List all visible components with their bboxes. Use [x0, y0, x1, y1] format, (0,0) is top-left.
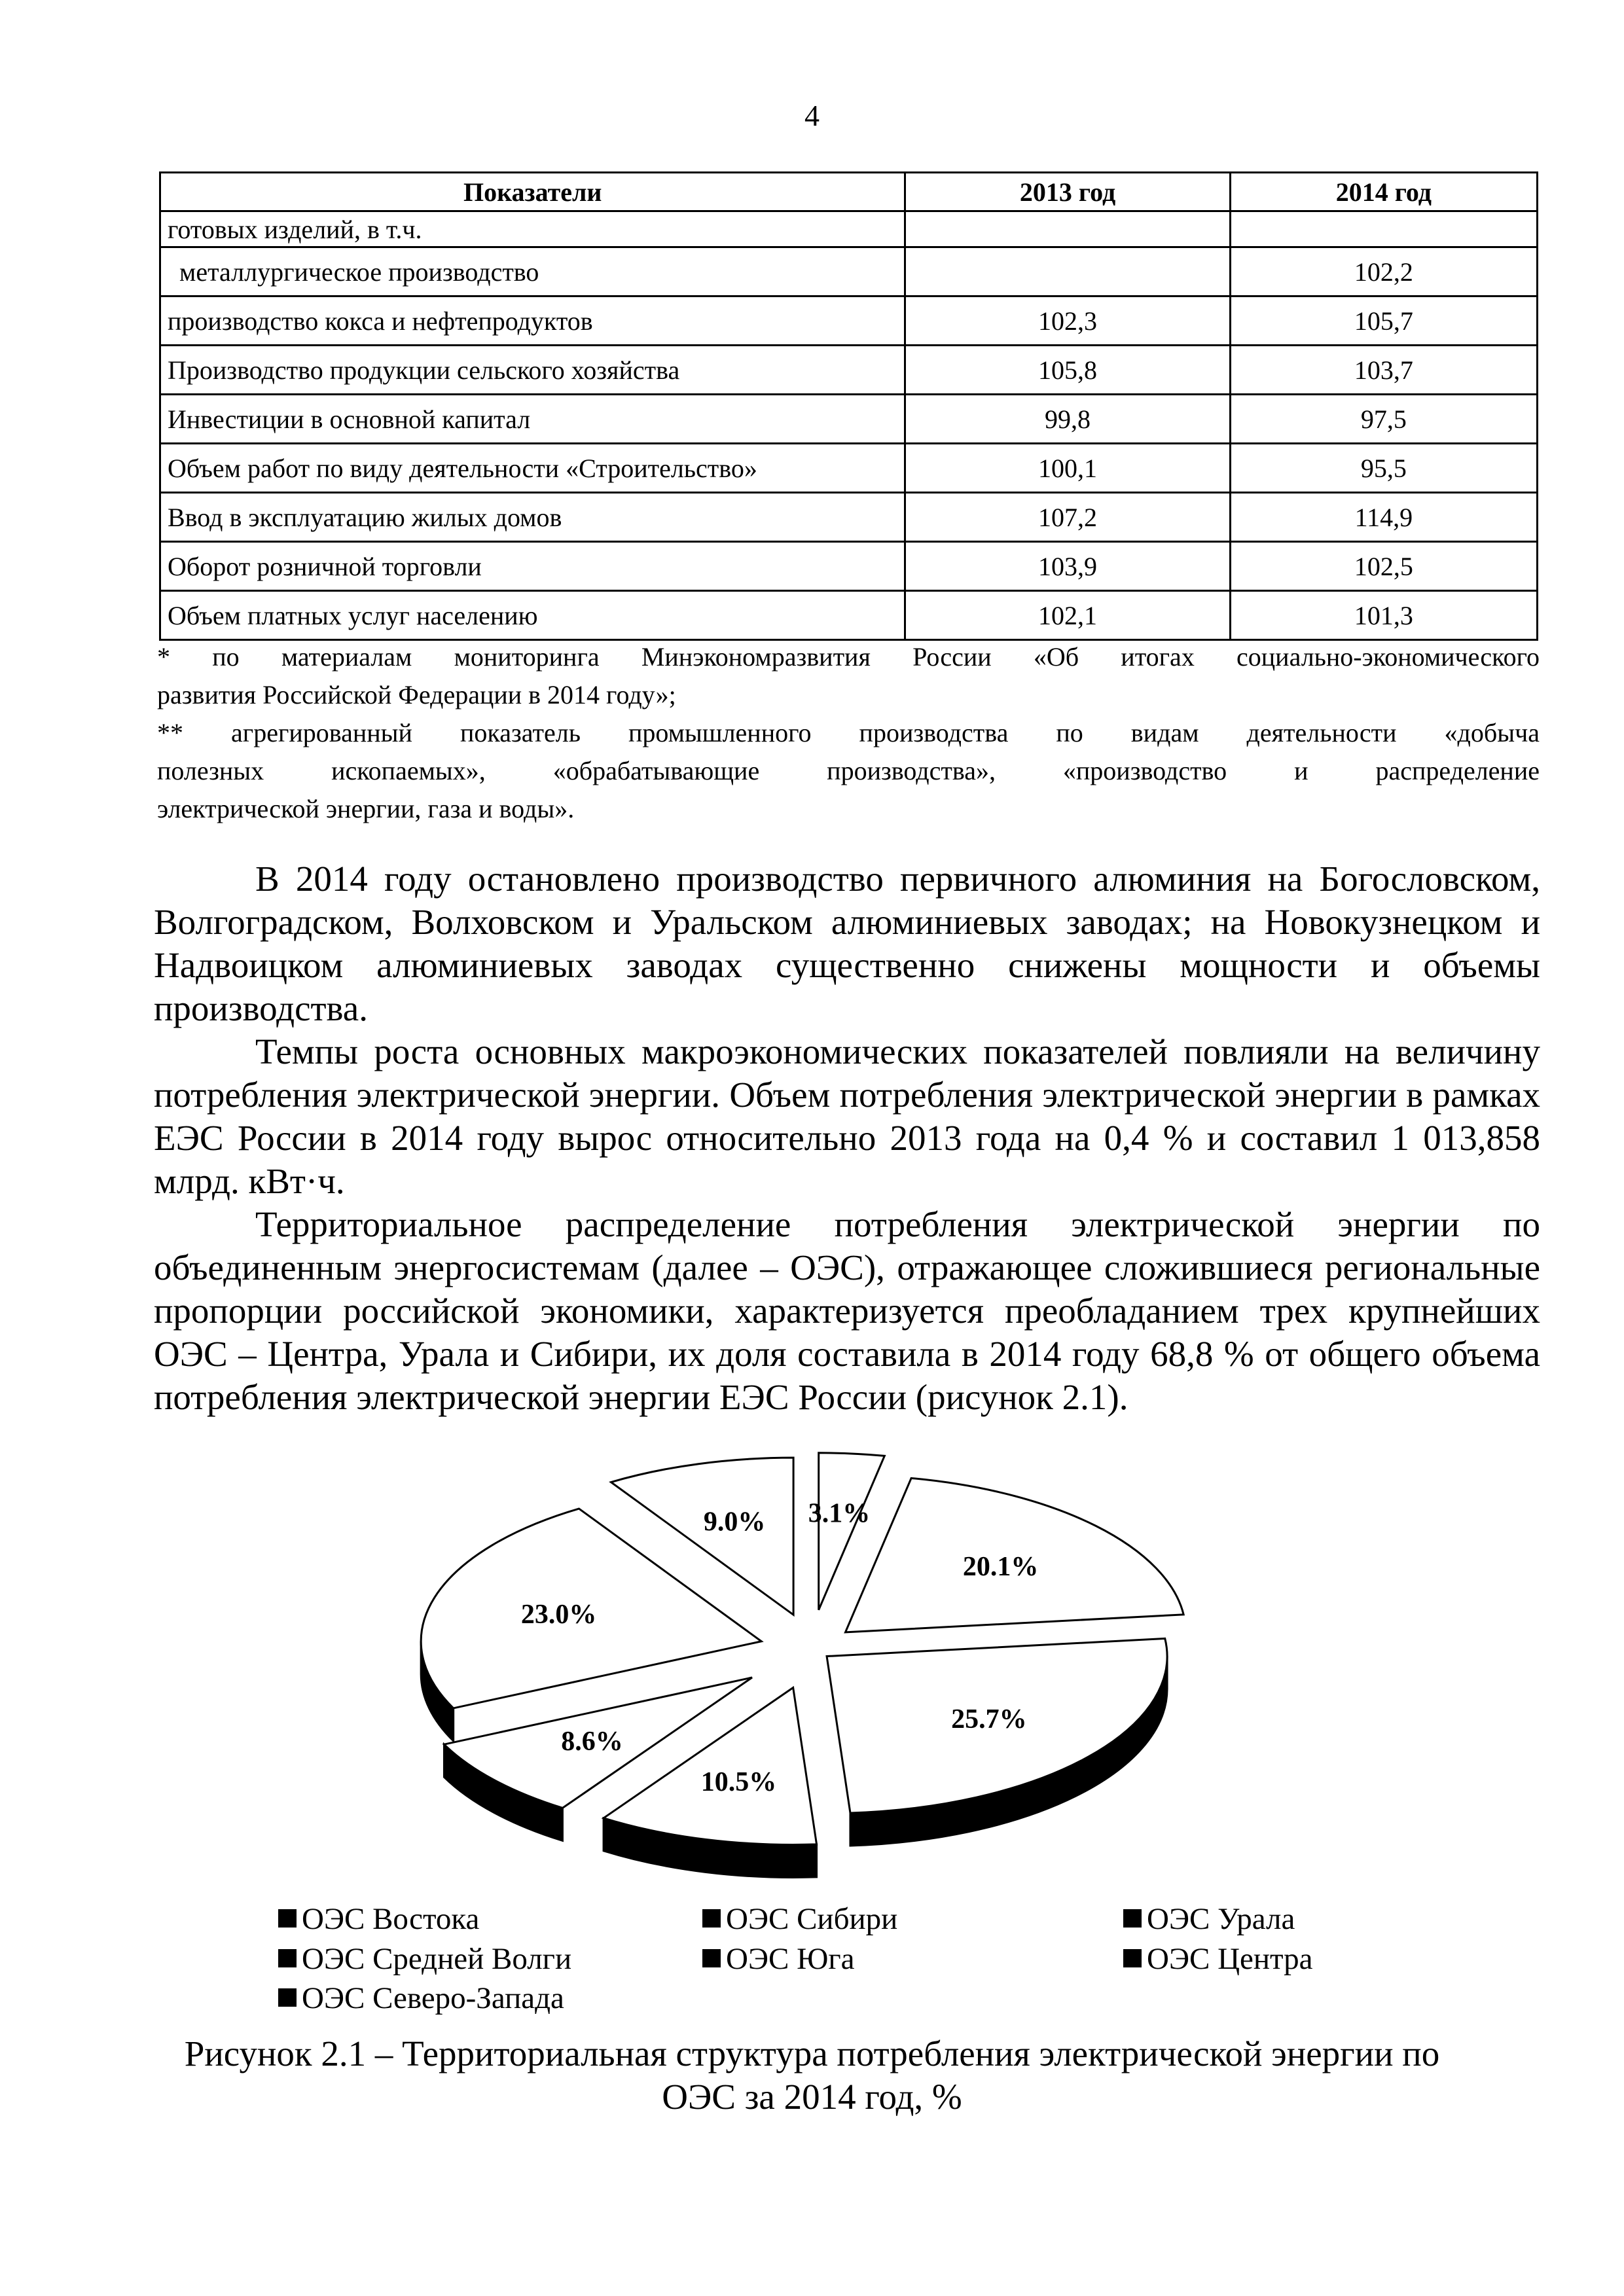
header-indicators: Показатели	[160, 173, 905, 211]
value-2013: 107,2	[905, 493, 1230, 542]
value-2014: 105,7	[1230, 296, 1537, 346]
note-1-line-2: развития Российской Федерации в 2014 году»;	[157, 680, 676, 709]
row-label: Объем работ по виду деятельности «Строительство»	[160, 444, 905, 493]
value-2013: 100,1	[905, 444, 1230, 493]
value-2013: 105,8	[905, 346, 1230, 395]
legend-item: ОЭС Центра	[1123, 1941, 1313, 1977]
paragraph: В 2014 году остановлено производство первичного алюминия на Богословском, Волгоградском, Волховском и Уральском алюминиевых заводах; на Новокузнецком и Надвоицком алюминиевых заводах существенно снижены мощности и объемы производства.	[154, 859, 1540, 1028]
value-2014: 97,5	[1230, 395, 1537, 444]
row-label: готовых изделий, в т.ч.	[160, 211, 905, 247]
data-label: 10.5%	[700, 1767, 777, 1798]
legend-swatch	[1123, 1909, 1142, 1928]
note-2-line-1: ** агрегированный показатель промышленного производства по видам деятельности «добыча	[157, 718, 1540, 747]
legend-swatch	[702, 1909, 721, 1928]
value-2013: 102,3	[905, 296, 1230, 346]
paragraph: Темпы роста основных макроэкономических показателей повлияли на величину потребления электрической энергии. Объем потребления электрической энергии в рамках ЕЭС России в 2014 году вырос относительно 2013 года на 0,4 % и составил 1 013,858 млрд. кВт·ч.	[154, 1031, 1540, 1201]
legend-swatch	[278, 1949, 297, 1967]
header-2014: 2014 год	[1230, 173, 1537, 211]
value-2014: 114,9	[1230, 493, 1537, 542]
row-label: Производство продукции сельского хозяйства	[160, 346, 905, 395]
legend-item: ОЭС Средней Волги	[278, 1941, 571, 1977]
legend-swatch	[278, 1988, 297, 2007]
data-label: 9.0%	[703, 1507, 766, 1537]
header-2013: 2013 год	[905, 173, 1230, 211]
legend-swatch	[702, 1949, 721, 1967]
value-2014: 102,2	[1230, 247, 1537, 296]
row-label: Инвестиции в основной капитал	[160, 395, 905, 444]
value-2014: 102,5	[1230, 542, 1537, 591]
caption-line-1: Рисунок 2.1 – Территориальная структура потребления электрической энергии по	[184, 2034, 1440, 2073]
data-label: 23.0%	[520, 1600, 597, 1630]
value-2013: 103,9	[905, 542, 1230, 591]
caption-line-2: ОЭС за 2014 год, %	[662, 2077, 962, 2117]
value-2014: 101,3	[1230, 591, 1537, 640]
data-label: 8.6%	[561, 1727, 623, 1757]
legend-item: ОЭС Урала	[1123, 1901, 1295, 1937]
legend-item: ОЭС Юга	[702, 1941, 855, 1977]
value-2013: 99,8	[905, 395, 1230, 444]
data-label: 3.1%	[808, 1498, 871, 1529]
value-2014: 95,5	[1230, 444, 1537, 493]
row-label: Оборот розничной торговли	[160, 542, 905, 591]
row-label: металлургическое производство	[160, 247, 905, 296]
figure-caption	[0, 2032, 1624, 2119]
data-label: 20.1%	[962, 1552, 1039, 1583]
legend-swatch	[278, 1909, 297, 1928]
row-label: Объем платных услуг населению	[160, 591, 905, 640]
page-number: 4	[804, 99, 820, 132]
legend-item: ОЭС Северо-Запада	[278, 1981, 564, 2016]
value-2014: 103,7	[1230, 346, 1537, 395]
value-2013: 102,1	[905, 591, 1230, 640]
paragraph: Территориальное распределение потребления электрической энергии по объединенным энергосистемам (далее – ОЭС), отражающее сложившиеся региональные пропорции российской экономики, характеризуется преобладанием трех крупнейших ОЭС – Центра, Урала и Сибири, их доля составила в 2014 году 68,8 % от общего объема потребления электрической энергии ЕЭС России (рисунок 2.1).	[154, 1204, 1540, 1417]
legend-item: ОЭС Востока	[278, 1901, 479, 1937]
row-label: Ввод в эксплуатацию жилых домов	[160, 493, 905, 542]
note-2-line-2: полезных ископаемых», «обрабатывающие производства», «производство и распределение	[157, 756, 1540, 785]
note-2-line-3: электрической энергии, газа и воды».	[157, 794, 575, 823]
note-1-line-1: * по материалам мониторинга Минэкономразвития России «Об итогах социально-экономического	[157, 642, 1540, 672]
data-label: 25.7%	[951, 1704, 1027, 1734]
row-label: производство кокса и нефтепродуктов	[160, 296, 905, 346]
legend-swatch	[1123, 1949, 1142, 1967]
legend-item: ОЭС Сибири	[702, 1901, 897, 1937]
